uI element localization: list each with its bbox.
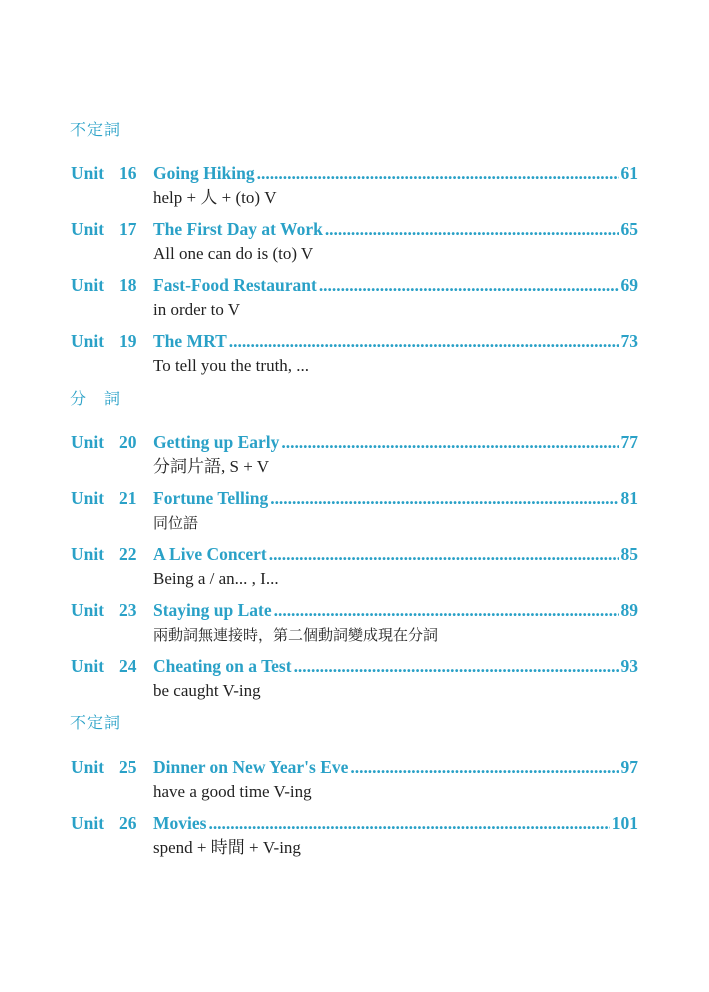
toc-entry-heading[interactable] [71, 543, 638, 565]
section-heading-participle: 分 詞 [70, 389, 122, 408]
unit-title[interactable]: A Live Concert [153, 544, 267, 564]
dot-leader [319, 274, 619, 296]
unit-number: 20 [119, 432, 137, 452]
page-number[interactable]: 61 [620, 163, 638, 183]
unit-word: Unit [71, 656, 105, 676]
toc-entry[interactable] [71, 655, 638, 703]
unit-number: 19 [119, 331, 137, 351]
grammar-note: All one can do is (to) V [153, 244, 314, 263]
unit-title[interactable]: Dinner on New Year's Eve [153, 757, 349, 777]
grammar-note: have a good time V-ing [153, 782, 312, 801]
page-number[interactable]: 85 [620, 544, 638, 564]
grammar-note: spend + 時間 + V-ing [153, 838, 301, 857]
page-number[interactable]: 77 [620, 432, 638, 452]
toc-entry-heading[interactable] [71, 487, 638, 509]
page-number[interactable]: 101 [611, 813, 638, 833]
page-number[interactable]: 81 [620, 488, 638, 508]
toc-entry-heading[interactable] [71, 756, 638, 778]
unit-number: 21 [119, 488, 137, 508]
toc-entry[interactable] [71, 162, 638, 210]
toc-entry-heading[interactable] [71, 162, 638, 184]
grammar-note: be caught V-ing [153, 681, 261, 700]
grammar-note: 同位語 [153, 514, 199, 532]
toc-entry-heading[interactable] [71, 274, 638, 296]
unit-word: Unit [71, 488, 105, 508]
toc-entry[interactable] [71, 543, 638, 591]
dot-leader [229, 330, 619, 352]
dot-leader [325, 218, 619, 240]
page-number[interactable]: 93 [620, 656, 638, 676]
grammar-note: Being a / an... , I... [153, 569, 279, 588]
unit-word: Unit [71, 219, 105, 239]
unit-number: 26 [119, 813, 137, 833]
unit-word: Unit [71, 275, 105, 295]
grammar-note: in order to V [153, 300, 241, 319]
page-number[interactable]: 97 [620, 757, 638, 777]
toc-entry-heading[interactable] [71, 599, 638, 621]
toc-entry-heading[interactable] [71, 218, 638, 240]
toc-entry[interactable] [71, 812, 638, 860]
toc-entry[interactable] [71, 431, 638, 479]
unit-word: Unit [71, 432, 105, 452]
page-number[interactable]: 65 [620, 219, 638, 239]
unit-number: 24 [119, 656, 137, 676]
toc-entry-heading[interactable] [71, 655, 638, 677]
grammar-note: 分詞片語, S + V [153, 457, 270, 476]
unit-number: 17 [119, 219, 137, 239]
dot-leader [208, 812, 609, 834]
unit-title[interactable]: Fortune Telling [153, 488, 269, 508]
dot-leader [270, 487, 618, 509]
unit-word: Unit [71, 163, 105, 183]
grammar-note: To tell you the truth, ... [153, 356, 310, 375]
toc-entry-heading[interactable] [71, 431, 638, 453]
dot-leader [350, 756, 618, 778]
toc-entry[interactable] [71, 274, 638, 322]
page-number[interactable]: 89 [620, 600, 638, 620]
unit-number: 18 [119, 275, 137, 295]
toc-entry[interactable] [71, 487, 638, 535]
unit-number: 16 [119, 163, 137, 183]
unit-title[interactable]: Going Hiking [153, 163, 255, 183]
unit-word: Unit [71, 757, 105, 777]
dot-leader [281, 431, 618, 453]
unit-title[interactable]: Cheating on a Test [153, 656, 292, 676]
unit-number: 25 [119, 757, 137, 777]
unit-title[interactable]: The MRT [153, 331, 227, 351]
page-number[interactable]: 73 [620, 331, 638, 351]
section-heading-infinitive-2: 不定詞 [70, 713, 122, 732]
unit-title[interactable]: Movies [153, 813, 207, 833]
grammar-note: help + 人 + (to) V [153, 188, 277, 207]
unit-word: Unit [71, 813, 105, 833]
toc-entry[interactable] [71, 599, 638, 647]
dot-leader [294, 655, 619, 677]
unit-title[interactable]: Staying up Late [153, 600, 272, 620]
toc-entry-heading[interactable] [71, 812, 638, 834]
dot-leader [257, 162, 619, 184]
unit-word: Unit [71, 600, 105, 620]
unit-title[interactable]: Getting up Early [153, 432, 280, 452]
dot-leader [274, 599, 619, 621]
unit-title[interactable]: The First Day at Work [153, 219, 323, 239]
unit-number: 22 [119, 544, 137, 564]
grammar-note: 兩動詞無連接時，第二個動詞變成現在分詞 [153, 626, 439, 644]
unit-number: 23 [119, 600, 137, 620]
unit-word: Unit [71, 331, 105, 351]
toc-entry[interactable] [71, 756, 638, 804]
unit-word: Unit [71, 544, 105, 564]
toc-entry-heading[interactable] [71, 330, 638, 352]
unit-title[interactable]: Fast-Food Restaurant [153, 275, 317, 295]
page-number[interactable]: 69 [620, 275, 638, 295]
section-heading-infinitive: 不定詞 [70, 120, 122, 139]
toc-entry[interactable] [71, 330, 638, 378]
dot-leader [269, 543, 619, 565]
toc-entry[interactable] [71, 218, 638, 266]
